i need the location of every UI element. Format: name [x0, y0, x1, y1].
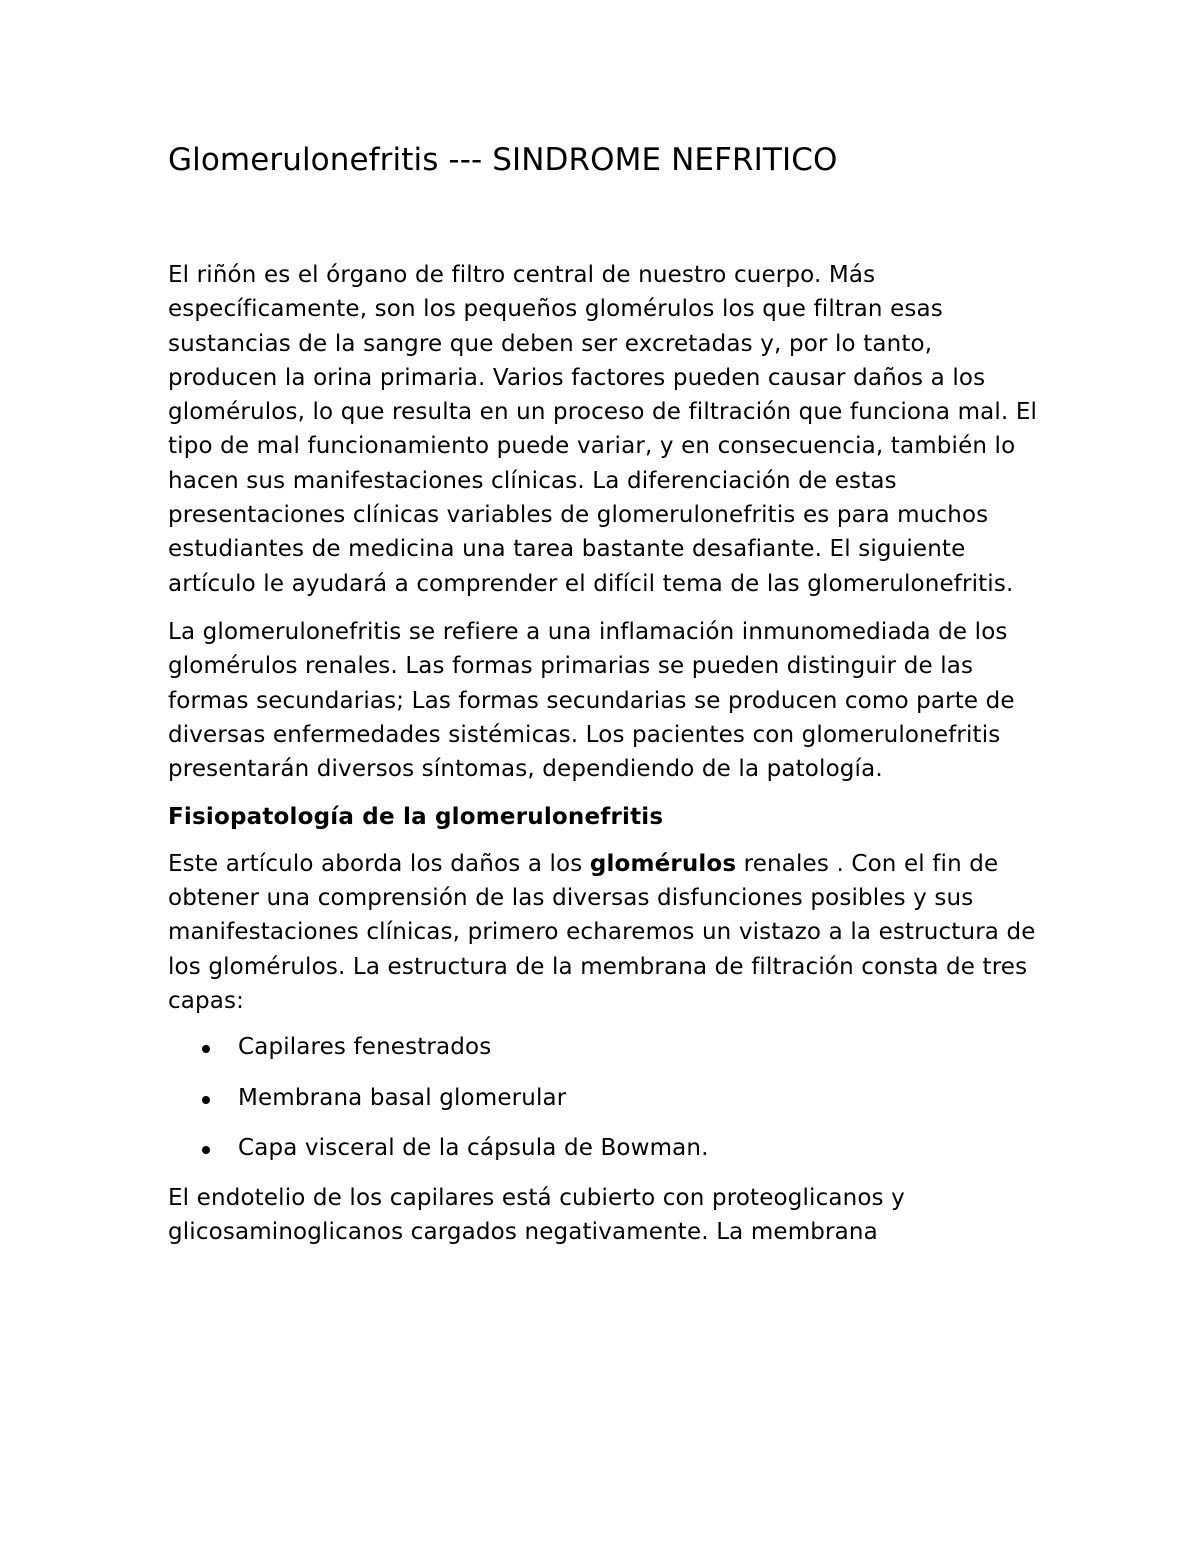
section-paragraph [168, 847, 1048, 1018]
list-item [200, 1030, 1048, 1064]
document-body [168, 140, 1048, 1250]
section-paragraph-text-start: Este artículo aborda los daños a los [168, 850, 590, 877]
list-item-label: Capa visceral de la cápsula de Bowman. [238, 1134, 709, 1161]
filtration-layers-list [168, 1030, 1048, 1165]
section-heading: Fisiopatología de la glomerulonefritis [168, 804, 664, 831]
intro-paragraph: El riñón es el órgano de filtro central de nuestro cuerpo. Más específicamente, son los pequeños glomérulos los que filtran esas sustancias de la sangre que deben ser excretadas y, por lo tanto, producen la orina primaria. Varios factores pueden causar daños a los glomérulos, lo que resulta en un proceso de filtración que funciona mal. El tipo de mal funcionamiento puede variar, y en consecuencia, también lo hacen sus manifestaciones clínicas. La diferenciación de estas presentaciones clínicas variables de glomerulonefritis es para muchos estudiantes de medicina una tarea bastante desafiante. El siguiente artículo le ayudará a comprender el difícil tema de las glomerulonefritis. [168, 262, 1038, 597]
closing-paragraph: El endotelio de los capilares está cubierto con proteoglicanos y glicosaminoglicanos cargados negativamente. La membrana [168, 1185, 905, 1246]
bullet-icon [202, 1146, 210, 1154]
bullet-icon [202, 1096, 210, 1104]
section-paragraph-text-end: renales . Con el fin de obtener una comprensión de las diversas disfunciones posibles y sus manifestaciones clínicas, primero echaremos un vistazo a la estructura de los glomérulos. La estructura de la membrana de filtración consta de tres capas: [168, 850, 1036, 1014]
definition-paragraph: La glomerulonefritis se refiere a una inflamación inmunomediada de los glomérulos renales. Las formas primarias se pueden distinguir de las formas secundarias; Las formas secundarias se producen como parte de diversas enfermedades sistémicas. Los pacientes con glomerulonefritis presentarán diversos síntomas, dependiendo de la patología. [168, 618, 1015, 783]
list-item [200, 1131, 1048, 1165]
section-paragraph-bold-term: glomérulos [589, 850, 737, 877]
list-item-label: Membrana basal glomerular [238, 1084, 567, 1111]
list-item-label: Capilares fenestrados [238, 1034, 492, 1061]
bullet-icon [202, 1045, 210, 1053]
list-item [200, 1081, 1048, 1115]
document-title: Glomerulonefritis --- SINDROME NEFRITICO [168, 142, 838, 178]
